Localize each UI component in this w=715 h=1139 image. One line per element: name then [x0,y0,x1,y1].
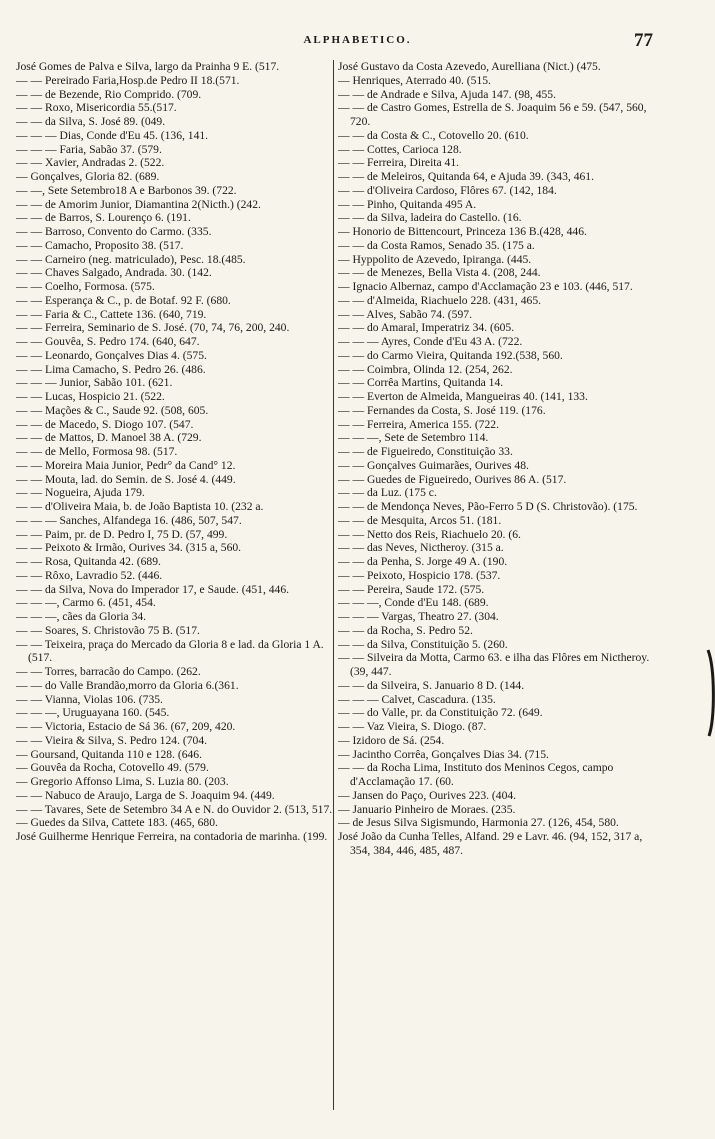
directory-entry: — Gouvêa da Rocha, Cotovello 49. (579. [16,761,209,775]
directory-entry: — — Chaves Salgado, Andrada. 30. (142. [16,266,212,280]
directory-entry: — — da Silva, S. José 89. (049. [16,115,166,128]
directory-entry: — — Paim, pr. de D. Pedro I, 75 D. (57, 499. [16,527,228,541]
directory-entry: — — — Faria, Sabão 37. (579. [16,142,162,156]
directory-entry: — — de Menezes, Bella Vista 4. (208, 244. [338,266,541,280]
column-divider [333,60,334,1110]
directory-entry: — — Vianna, Violas 106. (735. [16,692,163,706]
directory-entry: — — d'Oliveira Maia, b. de João Baptista 10. (232 a. [16,500,264,513]
directory-entry: — — — Calvet, Cascadura. (135. [338,692,496,706]
directory-entry: — — Pereirado Faria,Hosp.de Pedro II 18.(571. [16,73,240,87]
directory-entry: — — Cottes, Carioca 128. [338,142,462,156]
directory-entry: — — Mações & C., Saude 92. (508, 605. [16,403,209,417]
directory-entry: — — Peixoto, Hospicio 178. (537. [338,568,501,582]
directory-entry: — — —, Uruguayana 160. (545. [16,706,170,720]
directory-entry: — Ignacio Albernaz, campo d'Acclamação 23 e 103. (446, 517. [338,280,633,293]
directory-entry: — — — Vargas, Theatro 27. (304. [338,610,499,623]
directory-entry: — — — Sanches, Alfandega 16. (486, 507, 547. [16,513,242,527]
directory-entry: — — da Costa Ramos, Senado 35. (175 a. [338,238,535,252]
directory-entry: — — Gouvêa, S. Pedro 174. (640, 647. [16,335,200,348]
directory-entry: — Gregorio Affonso Lima, S. Luzia 80. (203. [16,775,229,788]
margin-bracket-mark [705,648,715,738]
directory-entry: — Goursand, Quitanda 110 e 128. (646. [16,747,203,761]
directory-entry: — — Fernandes da Costa, S. José 119. (176. [338,403,546,417]
directory-entry: — — do Carmo Vieira, Quitanda 192.(538, 560. [338,348,563,362]
directory-entry: José João da Cunha Telles, Alfand. 29 e Lavr. 46. (94, 152, 317 a, 354, 384, 446, 485, 487. [338,830,643,857]
directory-entry: — — Nogueira, Ajuda 179. [16,486,145,500]
directory-entry: — — — Ayres, Conde d'Eu 43 A. (722. [338,335,523,348]
directory-entry: — — Everton de Almeida, Mangueiras 40. (141, 133. [338,390,588,403]
directory-entry: — — de Mattos, D. Manoel 38 A. (729. [16,431,202,445]
directory-entry: — Januario Pinheiro de Moraes. (235. [338,802,516,816]
page-number: 77 [634,30,653,51]
directory-entry: — — Moreira Maia Junior, Pedr° da Cand° 12. [16,458,236,472]
directory-entry: — — —, cães da Gloria 34. [16,610,147,623]
directory-entry: — — Pinho, Quitanda 495 A. [338,197,477,211]
directory-entry: — — —, Conde d'Eu 148. (689. [338,596,489,610]
directory-entry: — — de Andrade e Silva, Ajuda 147. (98, 455. [338,87,556,101]
left-column [16,60,338,844]
directory-entry: — Izidoro de Sá. (254. [338,733,445,747]
directory-entry: — — —, Sete de Setembro 114. [338,431,489,445]
directory-entry: — — Torres, barracão do Campo. (262. [16,665,201,678]
directory-entry: — — de Figueiredo, Constituição 33. [338,445,513,458]
directory-entry: — — — Dias, Conde d'Eu 45. (136, 141. [16,128,209,142]
directory-entry: — — de Macedo, S. Diogo 107. (547. [16,417,194,431]
directory-entry: — — Ferreira, Direita 41. [338,156,460,170]
directory-entry: — — da Silva, ladeira do Castello. (16. [338,211,522,225]
directory-entry: — — da Silveira, S. Januario 8 D. (144. [338,678,525,692]
directory-entry: — — Soares, S. Christovão 75 B. (517. [16,623,200,637]
directory-entry: — — Coimbra, Olinda 12. (254, 262. [338,362,513,376]
directory-entry: — — de Bezende, Rio Comprido. (709. [16,87,202,101]
directory-entry: — — Vieira & Silva, S. Pedro 124. (704. [16,733,208,747]
directory-entry: — — de Mello, Formosa 98. (517. [16,445,178,458]
directory-entry: — — Pereira, Saude 172. (575. [338,582,485,596]
directory-entry: — — Mouta, lad. do Semin. de S. José 4. (449. [16,472,236,486]
directory-entry: — — da Penha, S. Jorge 49 A. (190. [338,555,508,568]
directory-entry: — — de Mendonça Neves, Pão-Ferro 5 D (S. Christovão). (175. [338,500,638,513]
directory-entry: — — de Mesquita, Arcos 51. (181. [338,513,502,527]
directory-entry: — Jansen do Paço, Ourives 223. (404. [338,788,517,802]
directory-entry: — — Corrêa Martins, Quitanda 14. [338,376,504,390]
directory-entry: — — do Amaral, Imperatriz 34. (605. [338,321,515,335]
directory-entry: — — Victoria, Estacio de Sá 36. (67, 209, 420. [16,720,236,733]
directory-entry: — — Coelho, Formosa. (575. [16,280,155,293]
directory-entry: — — da Rocha, S. Pedro 52. [338,623,473,637]
directory-entry: — —, Sete Setembro18 A e Barbonos 39. (722. [16,183,237,197]
directory-entry: — — do Valle, pr. da Constituição 72. (649. [338,706,543,720]
directory-entry: — — d'Oliveira Cardoso, Flôres 67. (142, 184. [338,183,557,197]
directory-entry: — — Camacho, Proposito 38. (517. [16,238,184,252]
directory-entry: — — da Costa & C., Cotovello 20. (610. [338,128,529,142]
directory-entry: — — d'Almeida, Riachuelo 228. (431, 465. [338,293,542,307]
directory-entry: — Gonçalves, Gloria 82. (689. [16,170,160,183]
directory-entry: — — Guedes de Figueiredo, Ourives 86 A. (517. [338,472,567,486]
directory-entry: — — Carneiro (neg. matriculado), Pesc. 18.(485. [16,252,246,266]
directory-entry: — — Gonçalves Guimarães, Ourives 48. [338,458,529,472]
directory-entry: — — Lucas, Hospicio 21. (522. [16,390,165,403]
directory-entry: — Honorio de Bittencourt, Princeza 136 B.(428, 446. [338,225,587,238]
directory-entry: — — Rôxo, Lavradio 52. (446. [16,568,163,582]
right-column [338,60,656,858]
directory-entry: — — Leonardo, Gonçalves Dias 4. (575. [16,348,207,362]
directory-entry: — — Alves, Sabão 74. (597. [338,307,472,321]
directory-entry: — — Nabuco de Araujo, Larga de S. Joaquim 94. (449. [16,788,275,802]
directory-entry: — — de Castro Gomes, Estrella de S. Joaquim 56 e 59. (547, 560, 720. [338,101,647,128]
directory-entry: — — da Silva, Nova do Imperador 17, e Saude. (451, 446. [16,582,290,596]
directory-entry: — — de Amorim Junior, Diamantina 2(Nicth.) (242. [16,197,261,211]
directory-entry: José Guilherme Henrique Ferreira, na contadoria de marinha. (199. [16,830,328,843]
directory-entry: — — Peixoto & Irmão, Ourives 34. (315 a, 560. [16,541,242,555]
directory-entry: — — Rosa, Quitanda 42. (689. [16,555,161,568]
directory-entry: — — de Meleiros, Quitanda 64, e Ajuda 39. (343, 461. [338,170,594,183]
directory-entry: — — das Neves, Nictheroy. (315 a. [338,541,504,555]
directory-entry: — — Esperança & C., p. de Botaf. 92 F. (680. [16,293,231,307]
page-header [0,30,715,54]
directory-entry: — Guedes da Silva, Cattete 183. (465, 680. [16,816,218,830]
directory-entry: — — Netto dos Reis, Riachuelo 20. (6. [338,527,521,541]
directory-entry: — — Roxo, Misericordia 55.(517. [16,101,177,115]
directory-entry: — — Tavares, Sete de Setembro 34 A e N. do Ouvidor 2. (513, 517. [16,802,333,816]
running-title: ALPHABETICO. [303,34,412,46]
directory-entry: — — Barroso, Convento do Carmo. (335. [16,225,212,238]
directory-entry: — — da Luz. (175 c. [338,486,437,500]
directory-entry: — — de Barros, S. Lourenço 6. (191. [16,211,191,225]
directory-entry: — Hyppolito de Azevedo, Ipiranga. (445. [338,252,532,266]
directory-entry: — — Faria & C., Cattete 136. (640, 719. [16,307,207,321]
directory-entry: — — Ferreira, Seminario de S. José. (70, 74, 76, 200, 240. [16,321,290,335]
directory-entry: — de Jesus Silva Sigismundo, Harmonia 27. (126, 454, 580. [338,816,619,830]
directory-entry: — — —, Carmo 6. (451, 454. [16,596,156,610]
directory-entry: José Gomes de Palva e Silva, largo da Prainha 9 E. (517. [16,60,280,73]
directory-entry: — — — Junior, Sabão 101. (621. [16,376,173,390]
directory-entry: — Jacintho Corrêa, Gonçalves Dias 34. (715. [338,747,549,761]
directory-entry: José Gustavo da Costa Azevedo, Aurelliana (Nict.) (475. [338,60,601,73]
directory-entry: — — do Valle Brandão,morro da Gloria 6.(361. [16,678,239,692]
directory-entry: — — Xavier, Andradas 2. (522. [16,156,165,170]
directory-entry: — — da Silva, Constituição 5. (260. [338,637,508,651]
directory-entry: — — Lima Camacho, S. Pedro 26. (486. [16,362,206,376]
directory-entry: — — da Rocha Lima, Instituto dos Meninos Cegos, campo d'Acclamação 17. (60. [338,761,614,788]
directory-entry: — — Teixeira, praça do Mercado da Gloria 8 e lad. da Gloria 1 A. (517. [16,637,324,665]
directory-entry: — — Silveira da Motta, Carmo 63. e ilha das Flôres em Nictheroy. (39, 447. [338,651,650,678]
directory-entry: — Henriques, Aterrado 40. (515. [338,73,491,87]
directory-entry: — — Ferreira, America 155. (722. [338,417,499,431]
directory-entry: — — Vaz Vieira, S. Diogo. (87. [338,720,487,733]
